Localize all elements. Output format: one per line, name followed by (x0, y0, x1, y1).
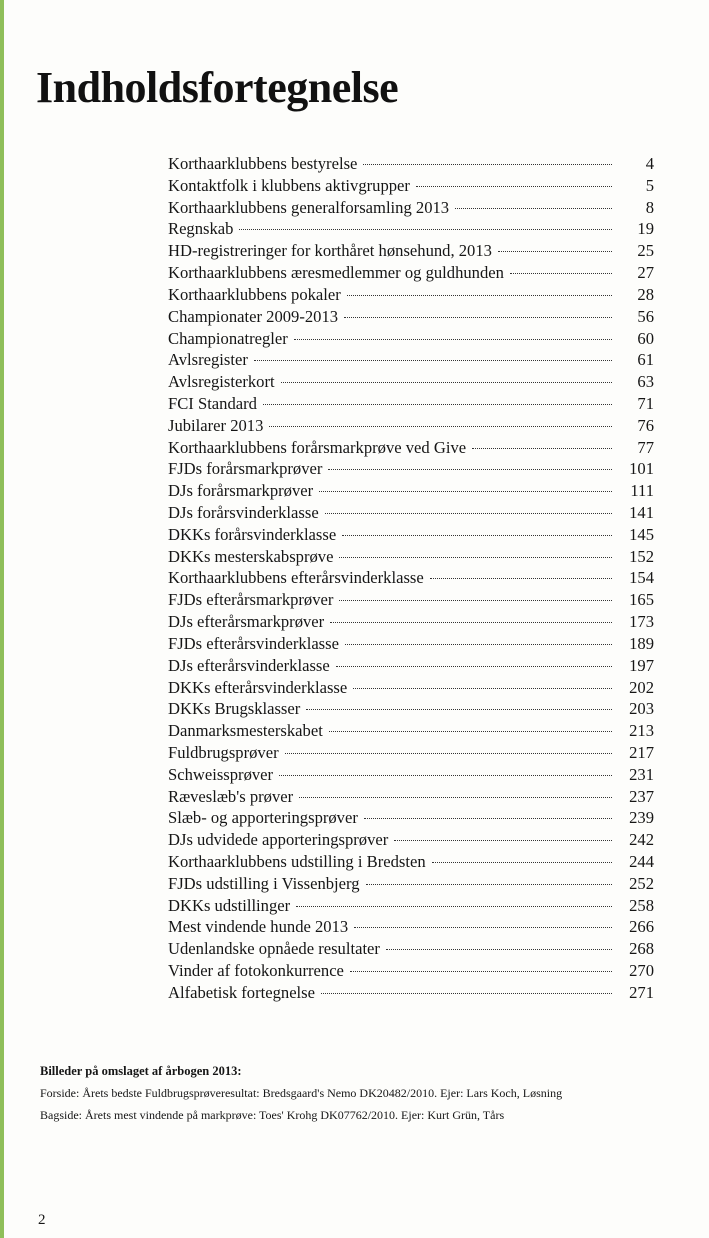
toc-entry (168, 938, 654, 960)
toc-dot-leader (366, 884, 612, 885)
toc-entry-label: Regnskab (168, 219, 234, 239)
toc-dot-leader (306, 709, 612, 710)
toc-entry-page: 271 (629, 982, 654, 1002)
toc-dot-leader (455, 208, 612, 209)
toc-entry-label: Korthaarklubbens efterårsvinderklasse (168, 568, 424, 588)
toc-dot-leader (328, 469, 612, 470)
toc-dot-leader (254, 360, 612, 361)
toc-entry-label: DKKs udstillinger (168, 895, 291, 915)
page-title: Indholdsfortegnelse (36, 63, 399, 112)
toc-dot-leader (329, 731, 612, 732)
toc-entry-label: Korthaarklubbens generalforsamling 2013 (168, 197, 450, 217)
toc-entry (168, 589, 654, 611)
toc-entry-page: 152 (629, 546, 654, 566)
toc-entry-label: Korthaarklubbens udstilling i Bredsten (168, 852, 426, 871)
toc-entry (168, 262, 654, 284)
toc-dot-leader (336, 666, 612, 667)
toc-entry-label: Schweissprøver (168, 764, 274, 784)
toc-entry-page: 165 (629, 590, 654, 610)
credits-front: Forside: Årets bedste Fuldbrugsprøveresultat: Bredsgaard's Nemo DK20482/2010. Ejer: Lars Koch, Løsning (40, 1086, 563, 1100)
toc-dot-leader (416, 186, 612, 187)
toc-entry-label: Fuldbrugsprøver (168, 742, 279, 762)
toc-dot-leader (364, 818, 612, 819)
toc-entry (168, 284, 654, 306)
toc-dot-leader (347, 295, 612, 296)
toc-entry-label: Slæb- og apporteringsprøver (168, 808, 358, 828)
toc-entry-label: HD-registreringer for korthåret hønsehund, 2013 (168, 241, 492, 261)
toc-dot-leader (319, 491, 612, 492)
toc-entry (168, 567, 654, 589)
toc-entry (168, 349, 654, 371)
toc-entry-page: 239 (629, 808, 654, 828)
table-of-contents (168, 153, 654, 1004)
toc-entry-page: 25 (637, 241, 654, 261)
toc-entry-label: Mest vindende hunde 2013 (168, 917, 349, 937)
toc-entry-page: 202 (629, 677, 654, 697)
toc-entry-page: 189 (629, 633, 654, 653)
toc-entry-page: 4 (645, 154, 654, 173)
page-number: 2 (38, 1212, 46, 1228)
toc-entry-label: Korthaarklubbens forårsmarkprøve ved Give (168, 437, 467, 457)
toc-entry-page: 63 (637, 372, 654, 392)
toc-dot-leader (345, 644, 612, 645)
toc-dot-leader (394, 840, 612, 841)
page-edge (0, 0, 4, 1238)
toc-entry-page: 101 (629, 459, 654, 479)
toc-entry-page: 145 (629, 524, 654, 544)
toc-entry-page: 244 (629, 852, 654, 871)
toc-entry-page: 258 (629, 895, 654, 915)
toc-entry-label: DKKs forårsvinderklasse (168, 524, 337, 544)
toc-entry (168, 502, 654, 524)
toc-entry-page: 197 (629, 655, 654, 675)
toc-entry-label: Kontaktfolk i klubbens aktivgrupper (168, 175, 410, 195)
toc-entry (168, 851, 654, 873)
toc-entry-page: 76 (637, 415, 654, 435)
toc-dot-leader (344, 317, 612, 318)
toc-entry-page: 5 (645, 175, 654, 195)
toc-entry-page: 242 (629, 830, 654, 850)
toc-dot-leader (350, 971, 612, 972)
toc-entry-page: 8 (645, 197, 654, 217)
toc-dot-leader (269, 426, 612, 427)
toc-entry-label: FCI Standard (168, 393, 257, 413)
toc-entry (168, 829, 654, 851)
toc-entry-page: 231 (629, 764, 654, 784)
toc-entry-page: 154 (629, 568, 654, 588)
toc-entry (168, 415, 654, 437)
toc-entry-page: 237 (629, 786, 654, 806)
cover-photo-credits (40, 1060, 700, 1126)
toc-entry-label: Danmarksmesterskabet (168, 721, 323, 741)
toc-entry-label: Alfabetisk fortegnelse (168, 982, 315, 1002)
toc-entry (168, 633, 654, 655)
toc-dot-leader (430, 578, 612, 579)
toc-entry (168, 720, 654, 742)
toc-entry-label: Korthaarklubbens bestyrelse (168, 154, 358, 173)
toc-entry-label: Jubilarer 2013 (168, 415, 264, 435)
toc-dot-leader (239, 229, 612, 230)
toc-entry-page: 217 (629, 742, 654, 762)
toc-entry (168, 393, 654, 415)
toc-entry-label: DKKs efterårsvinderklasse (168, 677, 348, 697)
toc-entry-label: FJDs forårsmarkprøver (168, 459, 323, 479)
toc-entry-page: 270 (629, 961, 654, 981)
toc-dot-leader (472, 448, 612, 449)
toc-entry (168, 698, 654, 720)
toc-entry (168, 524, 654, 546)
toc-entry-page: 173 (629, 612, 654, 632)
toc-entry-page: 111 (630, 481, 654, 501)
toc-entry-label: FJDs udstilling i Vissenbjerg (168, 873, 360, 893)
toc-entry (168, 306, 654, 328)
toc-entry-page: 141 (629, 503, 654, 522)
toc-dot-leader (285, 753, 612, 754)
toc-entry (168, 328, 654, 350)
toc-entry-label: DJs efterårsvinderklasse (168, 655, 330, 675)
toc-entry-page: 266 (629, 917, 654, 937)
toc-dot-leader (325, 513, 612, 514)
toc-entry-label: DKKs mesterskabsprøve (168, 546, 334, 566)
toc-entry (168, 895, 654, 917)
toc-entry-label: DKKs Brugsklasser (168, 699, 301, 719)
toc-entry (168, 960, 654, 982)
toc-entry (168, 982, 654, 1004)
toc-entry (168, 655, 654, 677)
toc-entry-page: 61 (637, 350, 654, 370)
toc-entry-label: Avlsregisterkort (168, 372, 275, 392)
toc-entry (168, 458, 654, 480)
toc-dot-leader (386, 949, 612, 950)
toc-entry-page: 19 (637, 219, 654, 239)
toc-entry (168, 786, 654, 808)
toc-entry-label: FJDs efterårsvinderklasse (168, 633, 339, 653)
toc-entry-page: 27 (637, 263, 654, 283)
toc-entry (168, 175, 654, 197)
toc-dot-leader (339, 557, 612, 558)
toc-entry (168, 764, 654, 786)
toc-entry (168, 371, 654, 393)
toc-entry-label: Championater 2009-2013 (168, 306, 339, 326)
toc-dot-leader (363, 164, 612, 165)
toc-dot-leader (263, 404, 612, 405)
toc-entry (168, 677, 654, 699)
toc-entry (168, 742, 654, 764)
toc-dot-leader (321, 993, 612, 994)
toc-entry (168, 153, 654, 175)
toc-entry-label: DJs forårsvinderklasse (168, 503, 319, 522)
toc-dot-leader (281, 382, 612, 383)
toc-entry-label: Korthaarklubbens pokaler (168, 284, 341, 304)
credits-back: Bagside: Årets mest vindende på markprøve: Toes' Krohg DK07762/2010. Ejer: Kurt Grün, Tårs (40, 1108, 505, 1122)
toc-entry-page: 268 (629, 939, 654, 959)
toc-entry-label: DJs udvidede apporteringsprøver (168, 830, 389, 850)
toc-entry-label: DJs efterårsmarkprøver (168, 612, 325, 632)
toc-entry-page: 213 (629, 721, 654, 741)
toc-entry (168, 197, 654, 219)
toc-entry (168, 916, 654, 938)
toc-entry-page: 203 (629, 699, 654, 719)
toc-dot-leader (294, 339, 612, 340)
toc-entry (168, 546, 654, 568)
toc-entry (168, 240, 654, 262)
toc-entry (168, 437, 654, 459)
toc-entry-label: Championatregler (168, 328, 288, 348)
toc-entry (168, 218, 654, 240)
toc-dot-leader (342, 535, 612, 536)
toc-dot-leader (279, 775, 612, 776)
toc-entry-label: DJs forårsmarkprøver (168, 481, 314, 501)
toc-entry (168, 807, 654, 829)
toc-dot-leader (498, 251, 612, 252)
toc-entry-page: 252 (629, 873, 654, 893)
toc-entry-label: Vinder af fotokonkurrence (168, 961, 344, 981)
toc-dot-leader (339, 600, 612, 601)
toc-entry-page: 60 (637, 328, 654, 348)
toc-entry-label: Ræveslæb's prøver (168, 786, 294, 806)
toc-entry-page: 77 (637, 437, 654, 457)
toc-entry-label: FJDs efterårsmarkprøver (168, 590, 334, 610)
toc-entry-page: 28 (637, 284, 654, 304)
toc-entry (168, 480, 654, 502)
toc-entry-page: 56 (637, 306, 654, 326)
toc-dot-leader (510, 273, 612, 274)
toc-dot-leader (432, 862, 612, 863)
toc-dot-leader (353, 688, 612, 689)
toc-entry-label: Avlsregister (168, 350, 248, 370)
toc-dot-leader (354, 927, 612, 928)
toc-entry-label: Korthaarklubbens æresmedlemmer og guldhunden (168, 263, 504, 283)
credits-heading: Billeder på omslaget af årbogen 2013: (40, 1064, 242, 1078)
toc-entry-label: Udenlandske opnåede resultater (168, 939, 380, 959)
toc-entry (168, 873, 654, 895)
toc-entry-page: 71 (637, 393, 654, 413)
toc-dot-leader (296, 906, 612, 907)
toc-dot-leader (330, 622, 612, 623)
toc-dot-leader (299, 797, 612, 798)
toc-entry (168, 611, 654, 633)
